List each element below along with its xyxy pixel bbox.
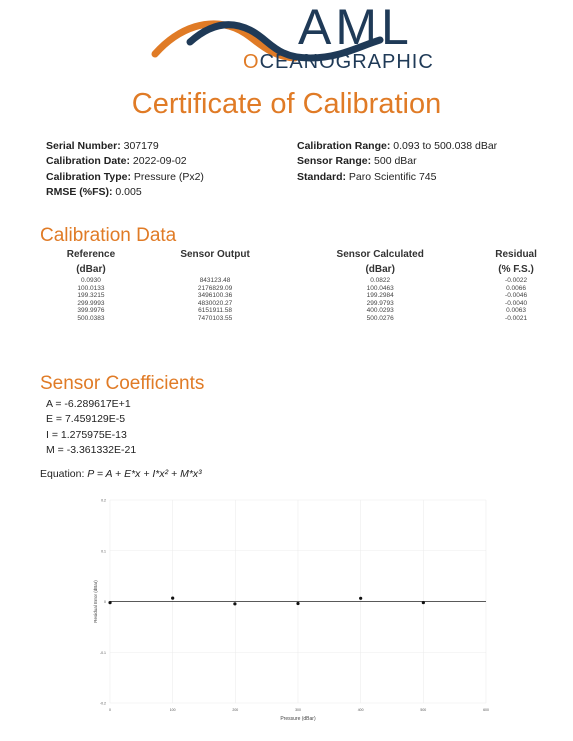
info-right-row [297,170,497,185]
equation-formula: P = A + E*x + I*x² + M*x³ [87,468,202,480]
company-logo [150,0,440,76]
info-label: RMSE (%FS): [46,185,113,198]
table-cell: 3496100.36 [197,292,233,300]
table-body [40,277,560,323]
coefficient-item: A = -6.289617E+1 [46,398,131,410]
info-value: 307179 [120,140,159,152]
y-axis-label: Residual Error (dBar) [93,580,98,623]
x-axis-label: Pressure (dBar) [280,716,316,722]
page-title: Certificate of Calibration [131,88,442,120]
x-tick-label: 100 [169,708,176,712]
data-point [296,602,299,605]
info-value: 0.093 to 500.038 dBar [390,140,498,152]
x-tick-label: 200 [232,708,239,712]
table-cell: 199.2984 [366,292,394,300]
table-cell: -0.0040 [505,299,528,307]
info-label: Calibration Date: [46,155,131,168]
equation-label: Equation: [40,468,85,480]
table-row [40,300,560,308]
table-header-cell: Residual (% F.S.) [495,249,537,275]
x-tick-label: 400 [357,708,364,712]
calibration-table [40,248,560,323]
table-cell: 6151911.58 [198,307,232,315]
y-tick-label: 0.2 [101,498,106,503]
table-header-cell: Sensor Calculated (dBar) [336,249,424,275]
table-header-cell: Sensor Output [180,249,250,260]
table-header-cell: Reference (dBar) [66,249,116,275]
y-tick-label: 0 [104,600,106,604]
x-tick-label: 300 [295,708,301,712]
coefficient-item: M = -3.361332E-21 [46,443,137,456]
info-label: Calibration Type: [46,170,131,183]
info-left-row [46,185,204,200]
table-cell: -0.0046 [505,292,528,300]
table-cell: 299.9993 [77,299,105,307]
info-label: Calibration Range: [297,140,391,152]
info-value: 0.005 [112,185,142,198]
table-cell: 100.0133 [77,284,105,292]
equation-line [40,468,202,480]
x-tick-label: 0 [109,708,111,712]
info-left-row [46,139,204,154]
table-cell: -0.0021 [505,314,528,322]
info-left-row [46,170,204,185]
table-cell: 843123.48 [199,277,231,284]
table-cell: 0.0930 [81,277,101,284]
y-tick-label: -0.2 [99,701,106,706]
table-header-row [40,248,560,277]
table-cell: 2176829.09 [197,284,233,292]
table-row [40,307,560,315]
coefficient-item: E = 7.459129E-5 [46,413,126,426]
info-left-row [46,154,204,169]
table-row [40,292,560,300]
sensor-coefficients-heading: Sensor Coefficients [40,373,205,394]
coefficients-list [46,397,136,458]
table-cell: 399.9976 [77,307,105,315]
y-tick-label: -0.1 [99,650,106,655]
info-left-block [46,139,204,200]
table-cell: 4830020.27 [197,299,233,307]
info-label: Standard: [297,170,347,183]
data-point [171,597,174,600]
coefficient-item: I = 1.275975E-13 [46,428,127,441]
x-tick-label: 500 [420,708,427,712]
table-cell: 199.3215 [77,292,105,300]
calibration-data-heading: Calibration Data [40,225,177,246]
data-point [359,597,362,600]
table-row [40,315,560,323]
info-right-block [297,139,497,185]
table-cell: -0.0022 [505,277,528,284]
info-right-row [297,139,497,154]
data-point [108,601,111,604]
table-cell: 7470103.55 [197,314,233,322]
table-cell: 299.9793 [366,299,394,307]
table-cell: 500.0276 [366,314,394,322]
table-cell: 100.0463 [366,284,394,292]
info-value: 2022-09-02 [130,155,187,168]
info-value: Paro Scientific 745 [346,170,437,183]
x-tick-label: 600 [483,708,489,712]
table-cell: 400.0293 [366,307,394,315]
info-right-row [297,154,497,169]
info-value: 500 dBar [371,155,417,168]
info-label: Sensor Range: [297,155,372,168]
y-tick-label: 0.1 [101,549,106,554]
table-row [40,285,560,293]
table-cell: 500.0383 [77,314,105,322]
data-point [422,601,425,604]
logo-brand-text: AML [298,0,413,55]
logo-subtitle: OCEANOGRAPHIC [243,51,434,73]
info-label: Serial Number: [46,140,121,152]
table-row [40,277,560,285]
data-point [233,602,236,605]
table-cell: 0.0063 [506,307,526,315]
table-cell: 0.0822 [370,277,391,284]
residual-chart [85,490,505,722]
info-value: Pressure (Px2) [130,170,204,183]
table-cell: 0.0066 [506,284,526,292]
